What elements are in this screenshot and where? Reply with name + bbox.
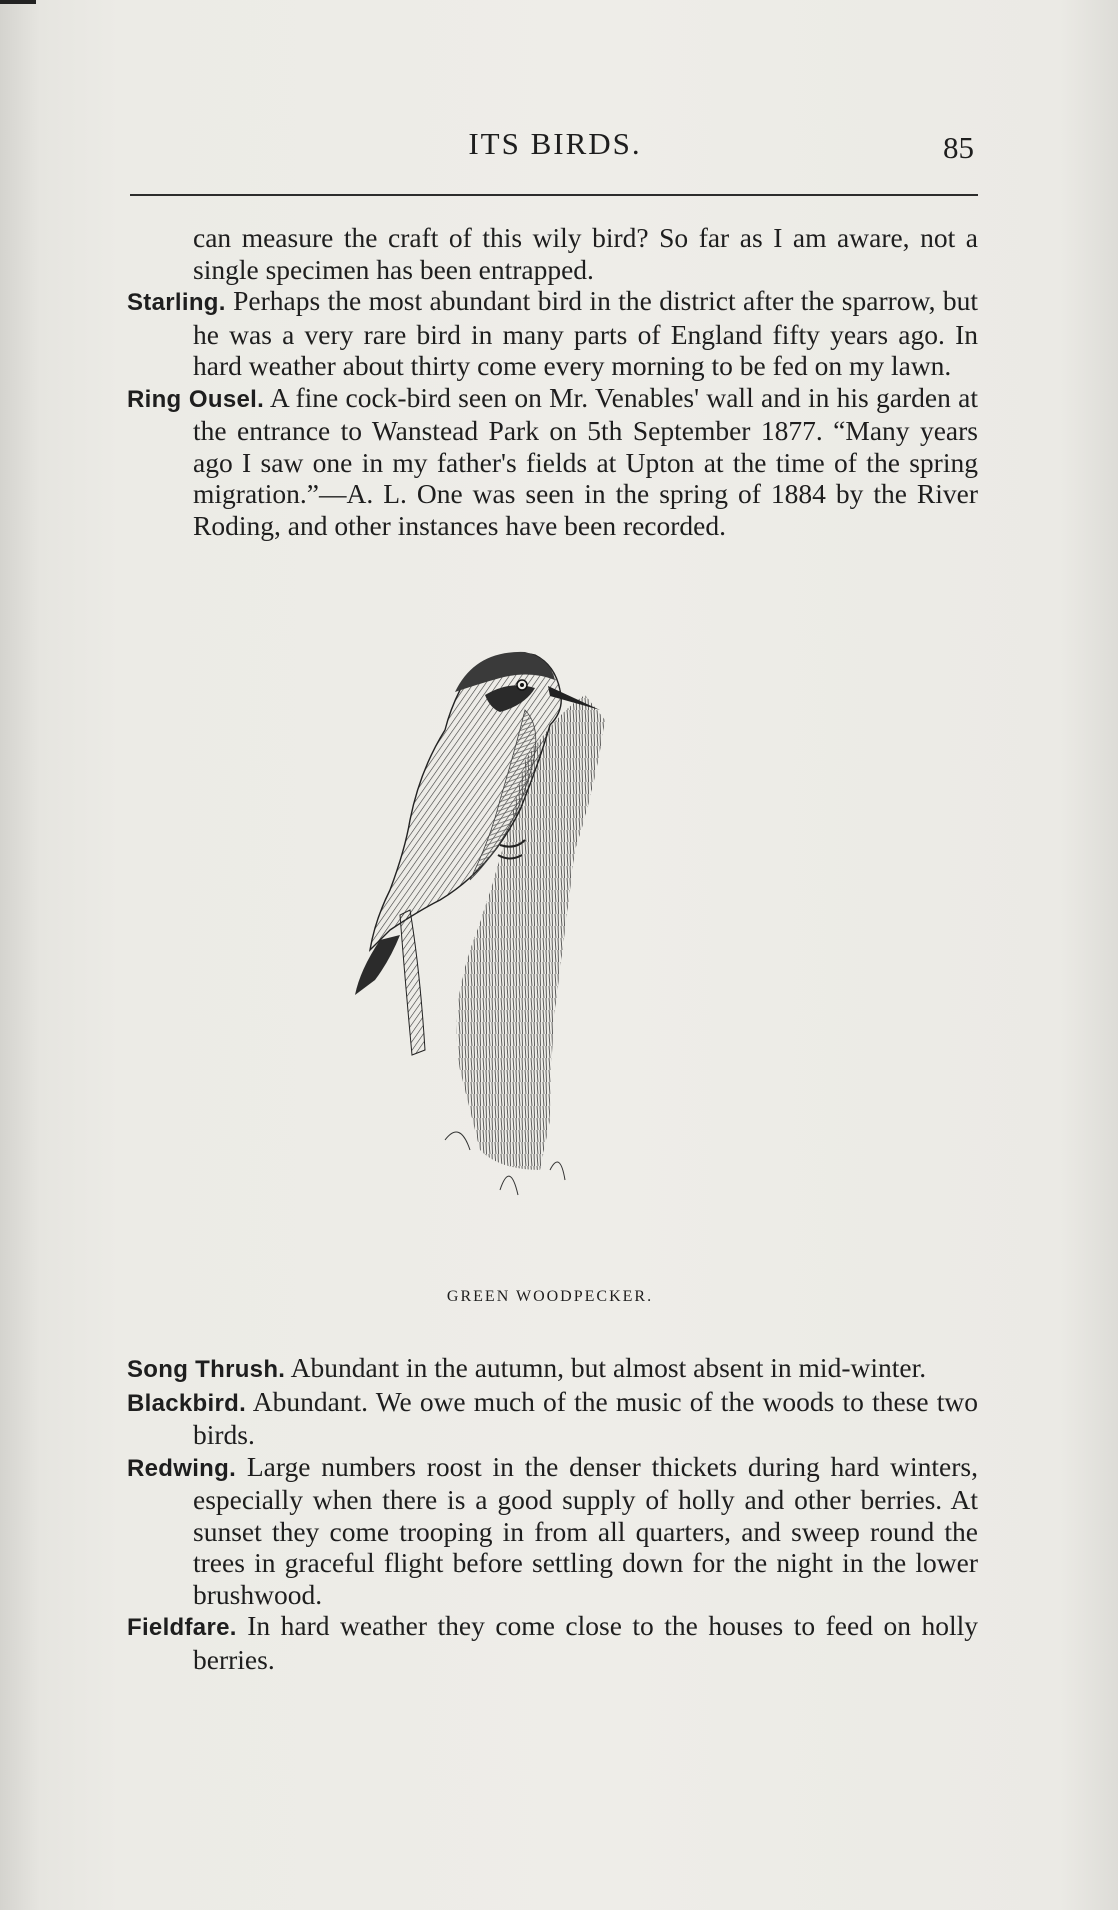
entry-text: In hard weather they come close to the houses to feed on holly berries. [193, 1610, 978, 1675]
woodpecker-illustration [350, 650, 750, 1240]
woodpecker-drawing [350, 650, 750, 1240]
entry-fieldfare [127, 1610, 978, 1675]
entry-term: Fieldfare. [127, 1614, 237, 1641]
header-rule [130, 194, 978, 196]
continuation-paragraph [127, 222, 978, 285]
scan-edge-mark [0, 0, 36, 4]
text-block-top [127, 222, 978, 541]
entry-text: Large numbers roost in the denser thickets during hard winters, especially when there is a good supply of holly and other berries. At sunset they come trooping in from all quarters, and sweep round the trees in graceful flight before settling down for the night in the lower brushwood. [193, 1450, 978, 1610]
running-title: ITS BIRDS. [468, 126, 642, 161]
entry-ring-ousel [127, 382, 978, 542]
entry-song-thrush [127, 1352, 978, 1386]
entry-text: Abundant in the autumn, but almost absent in mid-winter. [290, 1352, 927, 1383]
entry-text: A fine cock-bird seen on Mr. Venables' wall and in his garden at the entrance to Wanstead Park on 5th September 1877. “Many years ago I saw one in my father's fields at Upton at the time of the spring migration.”—A. L. One was seen in the spring of 1884 by the River Roding, and other instances have been recorded. [193, 381, 978, 541]
entry-text: can measure the craft of this wily bird? So far as I am aware, not a single specimen has been entrapped. [193, 222, 978, 285]
text-block-bottom [127, 1352, 978, 1675]
entry-redwing [127, 1451, 978, 1611]
figure-caption: GREEN WOODPECKER. [446, 1288, 654, 1305]
entry-term: Redwing. [127, 1454, 237, 1482]
entry-term: Starling. [127, 289, 226, 316]
running-head [130, 126, 980, 176]
entry-term: Song Thrush. [127, 1356, 286, 1383]
entry-starling [127, 285, 978, 382]
page-number: 85 [943, 130, 974, 165]
entry-text: Perhaps the most abundant bird in the district after the sparrow, but he was a very rare bird in many parts of England fifty years ago. In hard weather about thirty come every morning to be fed on my lawn. [193, 285, 979, 381]
entry-term: Ring Ousel. [127, 385, 265, 413]
entry-term: Blackbird. [127, 1389, 247, 1417]
entry-text: Abundant. We owe much of the music of the woods to these two birds. [193, 1385, 979, 1450]
entry-blackbird [127, 1386, 978, 1451]
